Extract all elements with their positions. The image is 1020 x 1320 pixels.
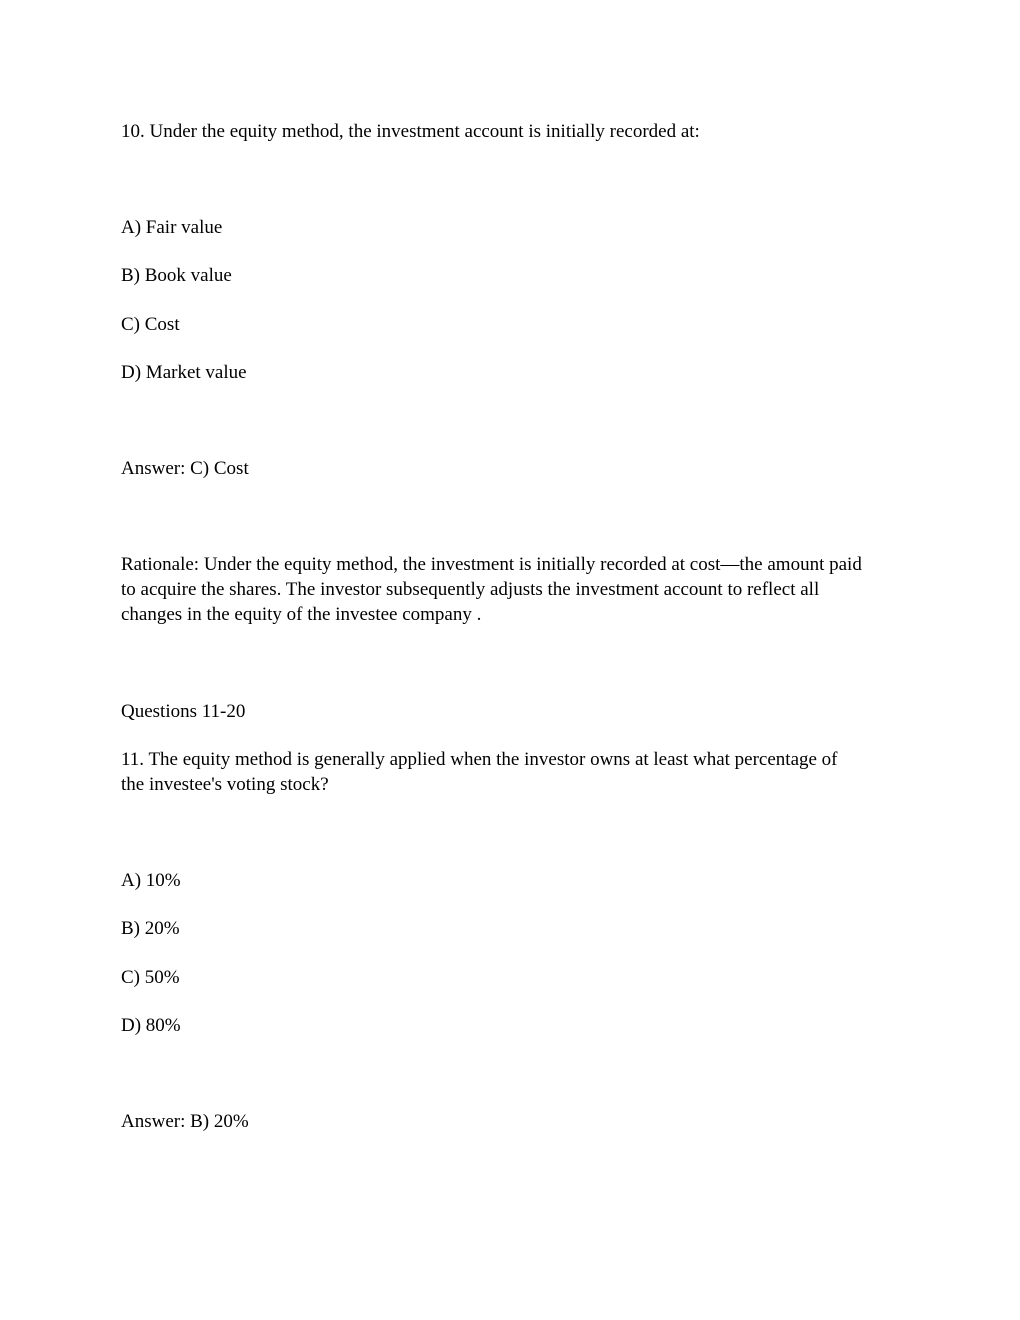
q11-answer: Answer: B) 20%: [121, 1111, 249, 1132]
question-10-text: 10. Under the equity method, the investment account is initially recorded at:: [121, 121, 700, 142]
q10-option-b: B) Book value: [121, 265, 232, 286]
section-heading: Questions 11-20: [121, 701, 246, 722]
q10-rationale-line-1: Rationale: Under the equity method, the investment is initially recorded at cost—the amount paid: [121, 554, 862, 575]
q10-option-a: A) Fair value: [121, 217, 223, 238]
question-11-text-line-1: 11. The equity method is generally applied when the investor owns at least what percentage of: [121, 749, 838, 770]
q10-rationale-line-3: changes in the equity of the investee company .: [121, 604, 482, 625]
question-11-text-line-2: the investee's voting stock?: [121, 774, 329, 795]
q11-option-a: A) 10%: [121, 870, 181, 891]
q10-rationale-line-2: to acquire the shares. The investor subsequently adjusts the investment account to reflect all: [121, 579, 820, 600]
q11-option-c: C) 50%: [121, 967, 180, 988]
q11-option-d: D) 80%: [121, 1015, 181, 1036]
q10-option-d: D) Market value: [121, 362, 247, 383]
q10-option-c: C) Cost: [121, 314, 180, 335]
q11-option-b: B) 20%: [121, 918, 180, 939]
q10-answer: Answer: C) Cost: [121, 458, 249, 479]
